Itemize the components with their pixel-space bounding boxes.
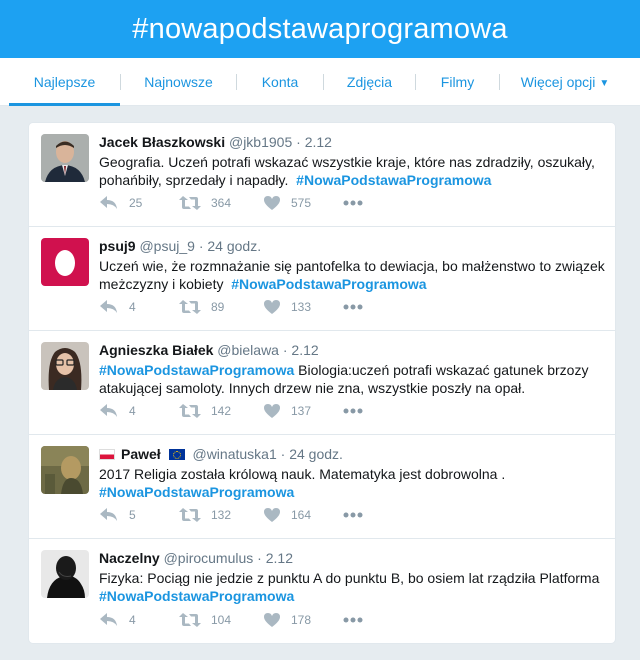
avatar[interactable]	[41, 446, 89, 494]
reply-button[interactable]	[99, 612, 179, 628]
tab-label: Filmy	[440, 74, 475, 90]
separator-dot: ·	[282, 342, 288, 358]
heart-icon	[263, 299, 281, 315]
retweet-icon	[179, 195, 201, 211]
poland-flag-icon	[99, 449, 115, 460]
like-count: 575	[291, 196, 312, 210]
tweet-body: Biologia:uczeń potrafi wskazać gatunek brzozy atakującej samoloty. Innych drzew nie zna, wszystkie poszły na opał.	[99, 362, 589, 396]
like-button[interactable]	[263, 195, 343, 211]
tweet-actions	[99, 611, 373, 629]
like-count: 164	[291, 508, 312, 522]
author-handle[interactable]: @pirocumulus	[163, 550, 254, 566]
tweet-time[interactable]: 2.12	[304, 134, 332, 150]
more-button[interactable]	[343, 512, 373, 518]
reply-button[interactable]	[99, 403, 179, 419]
hashtag-link[interactable]: #NowaPodstawaProgramowa	[99, 484, 295, 500]
tab-more-options[interactable]	[500, 58, 630, 106]
tab-label: Najlepsze	[33, 74, 96, 90]
retweet-button[interactable]	[179, 507, 263, 523]
tweet-actions	[99, 194, 373, 212]
tweet-header	[99, 133, 605, 151]
like-count: 137	[291, 404, 312, 418]
reply-count: 4	[129, 613, 136, 627]
heart-icon	[263, 612, 281, 628]
retweet-button[interactable]	[179, 195, 263, 211]
reply-icon	[99, 195, 119, 211]
search-tabs	[0, 58, 640, 106]
reply-count: 4	[129, 404, 136, 418]
tweet-item[interactable]	[29, 123, 615, 227]
tweet-text	[99, 361, 605, 397]
tweet-time[interactable]: 2.12	[291, 342, 319, 358]
tab-label: Więcej opcji	[520, 74, 596, 90]
more-button[interactable]	[343, 617, 373, 623]
author-name[interactable]: Naczelny	[99, 550, 160, 566]
tweet-item[interactable]	[29, 539, 615, 643]
reply-icon	[99, 612, 119, 628]
tweet-text	[99, 465, 605, 501]
reply-icon	[99, 403, 119, 419]
reply-count: 4	[129, 300, 136, 314]
retweet-count: 142	[211, 404, 232, 418]
tweet-header	[99, 445, 605, 463]
user-photo-icon	[41, 446, 89, 494]
like-button[interactable]	[263, 299, 343, 315]
more-dots-icon	[343, 200, 363, 206]
user-photo-icon	[41, 342, 89, 390]
tweet-text	[99, 569, 605, 605]
tab-accounts[interactable]	[237, 58, 323, 106]
user-photo-icon	[41, 134, 89, 182]
retweet-button[interactable]	[179, 403, 263, 419]
tweet-body: Fizyka: Pociąg nie jedzie z punktu A do punktu B, bo osiem lat rządziła Platforma	[99, 570, 600, 586]
avatar[interactable]	[41, 550, 89, 598]
reply-count: 25	[129, 196, 143, 210]
tweet-item[interactable]	[29, 435, 615, 539]
like-button[interactable]	[263, 612, 343, 628]
egg-icon	[41, 238, 89, 286]
more-button[interactable]	[343, 408, 373, 414]
tweet-actions	[99, 506, 373, 524]
retweet-count: 89	[211, 300, 225, 314]
tweet-item[interactable]	[29, 331, 615, 435]
tweet-header	[99, 549, 605, 567]
tab-label: Zdjęcia	[346, 74, 393, 90]
tweet-text	[99, 153, 605, 189]
tweet-time[interactable]: 24 godz.	[207, 238, 262, 254]
tab-label: Konta	[261, 74, 299, 90]
more-dots-icon	[343, 408, 363, 414]
tab-photos[interactable]	[324, 58, 415, 106]
tweet-body: Uczeń wie, że rozmnażanie się pantofelka to dewiacja, bo małżenstwo to związek meżczyzny i kobiety	[99, 258, 605, 292]
separator-dot: ·	[296, 134, 301, 150]
reply-button[interactable]	[99, 507, 179, 523]
more-dots-icon	[343, 304, 363, 310]
author-handle[interactable]: @jkb1905	[228, 134, 293, 150]
hashtag-link[interactable]: #NowaPodstawaProgramowa	[99, 362, 295, 378]
author-name[interactable]: Jacek Błaszkowski	[99, 134, 226, 150]
separator-dot: ·	[257, 550, 262, 566]
more-dots-icon	[343, 617, 363, 623]
author-handle[interactable]: @winatuska1	[192, 446, 277, 462]
eu-flag-icon	[169, 449, 185, 460]
retweet-icon	[179, 299, 201, 315]
author-handle[interactable]: @psuj_9	[139, 238, 195, 254]
hashtag-link[interactable]: #NowaPodstawaProgramowa	[99, 588, 295, 604]
author-name[interactable]: Agnieszka Białek	[99, 342, 214, 358]
retweet-count: 364	[211, 196, 232, 210]
reply-icon	[99, 299, 119, 315]
avatar[interactable]	[41, 238, 89, 286]
page-title: #nowapodstawaprogramowa	[132, 12, 508, 45]
search-header	[0, 0, 640, 58]
tweet-actions	[99, 402, 373, 420]
tweet-timeline	[28, 122, 616, 644]
like-count: 133	[291, 300, 312, 314]
heart-icon	[263, 195, 281, 211]
retweet-icon	[179, 403, 201, 419]
reply-count: 5	[129, 508, 136, 522]
retweet-icon	[179, 612, 201, 628]
author-name[interactable]: Paweł	[121, 446, 161, 462]
tweet-body: 2017 Religia została królową nauk. Matematyka jest dobrowolna .	[99, 466, 506, 482]
chevron-down-icon: ▼	[599, 78, 610, 89]
heart-icon	[263, 507, 281, 523]
retweet-icon	[179, 507, 201, 523]
reply-button[interactable]	[99, 299, 179, 315]
retweet-button[interactable]	[179, 299, 263, 315]
user-photo-icon	[41, 550, 89, 598]
tweet-text	[99, 257, 605, 293]
like-button[interactable]	[263, 403, 343, 419]
more-button[interactable]	[343, 304, 373, 310]
heart-icon	[263, 403, 281, 419]
reply-icon	[99, 507, 119, 523]
tweet-time[interactable]: 2.12	[265, 550, 293, 566]
separator-dot: ·	[280, 446, 286, 462]
tab-label: Najnowsze	[144, 74, 213, 90]
like-count: 178	[291, 613, 312, 627]
retweet-button[interactable]	[179, 612, 263, 628]
hashtag-link[interactable]: #NowaPodstawaProgramowa	[231, 276, 427, 292]
reply-button[interactable]	[99, 195, 179, 211]
more-button[interactable]	[343, 200, 373, 206]
retweet-count: 132	[211, 508, 232, 522]
retweet-count: 104	[211, 613, 232, 627]
tweet-item[interactable]	[29, 227, 615, 331]
tweet-body: Geografia. Uczeń potrafi wskazać wszystkie kraje, które nas zdradziły, oszukały, pohańbiły, sprzedały i napadły.	[99, 154, 595, 188]
avatar[interactable]	[41, 134, 89, 182]
tweet-time[interactable]: 24 godz.	[289, 446, 343, 462]
author-name[interactable]: psuj9	[99, 238, 136, 254]
avatar[interactable]	[41, 342, 89, 390]
author-handle[interactable]: @bielawa	[217, 342, 279, 358]
separator-dot: ·	[198, 238, 204, 254]
tab-top[interactable]	[9, 58, 120, 106]
tab-latest[interactable]	[121, 58, 236, 106]
tweet-header	[99, 341, 605, 359]
tab-videos[interactable]	[416, 58, 499, 106]
hashtag-link[interactable]: #NowaPodstawaProgramowa	[296, 172, 492, 188]
tweet-header	[99, 237, 605, 255]
tweet-actions	[99, 298, 373, 316]
like-button[interactable]	[263, 507, 343, 523]
more-dots-icon	[343, 512, 363, 518]
